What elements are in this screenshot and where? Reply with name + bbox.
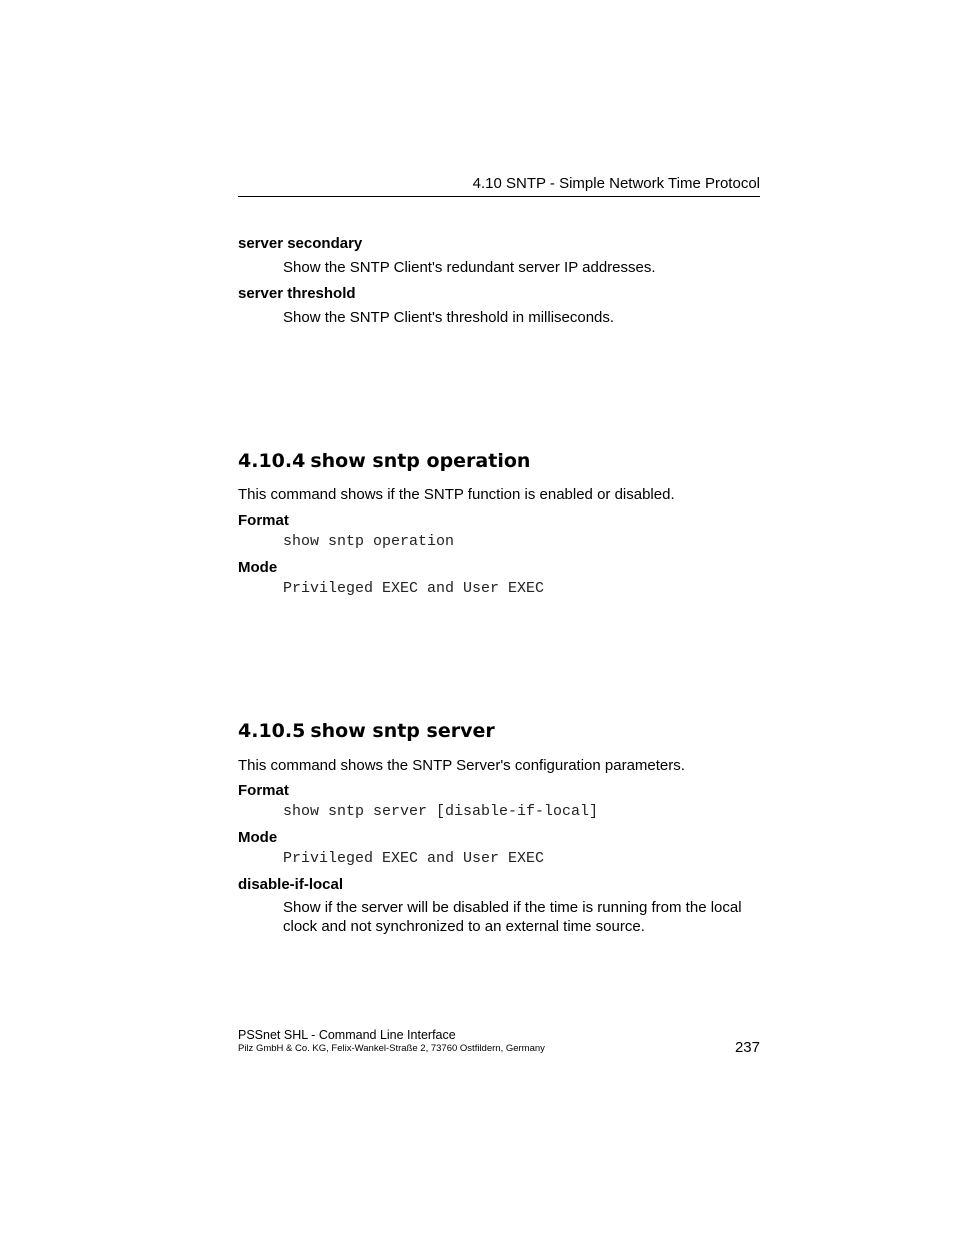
format-label: Format (238, 782, 289, 799)
term-server-threshold: server threshold (238, 285, 356, 302)
section-heading-4-10-4 (238, 450, 530, 472)
section-intro: This command shows the SNTP Server's configuration parameters. (238, 757, 685, 774)
header-rule (238, 196, 760, 197)
running-header: 4.10 SNTP - Simple Network Time Protocol (472, 175, 760, 192)
section-number: 4.10.4 (238, 450, 306, 472)
section-title: show sntp operation (310, 450, 531, 472)
desc-server-secondary: Show the SNTP Client's redundant server IP addresses. (283, 259, 656, 276)
format-code: show sntp server [disable-if-local] (283, 803, 599, 820)
section-intro: This command shows if the SNTP function is enabled or disabled. (238, 486, 675, 503)
footer-product: PSSnet SHL - Command Line Interface (238, 1028, 456, 1042)
footer-company: Pilz GmbH & Co. KG, Felix-Wankel-Straße 2, 73760 Ostfildern, Germany (238, 1043, 545, 1054)
term-server-secondary: server secondary (238, 235, 363, 252)
page-number: 237 (734, 1039, 760, 1056)
param-desc-disable-if-local: Show if the server will be disabled if the time is running from the local clock and not synchronized to an external time source. (283, 899, 742, 935)
desc-server-threshold: Show the SNTP Client's threshold in milliseconds. (283, 309, 615, 326)
section-heading-4-10-5 (238, 720, 495, 742)
section-number: 4.10.5 (238, 720, 306, 742)
mode-label: Mode (238, 559, 278, 576)
format-code: show sntp operation (283, 533, 455, 550)
section-title: show sntp server (310, 720, 495, 742)
mode-value: Privileged EXEC and User EXEC (283, 850, 545, 867)
mode-label: Mode (238, 829, 278, 846)
format-label: Format (238, 512, 289, 529)
param-term-disable-if-local: disable-if-local (238, 876, 344, 893)
mode-value: Privileged EXEC and User EXEC (283, 580, 545, 597)
